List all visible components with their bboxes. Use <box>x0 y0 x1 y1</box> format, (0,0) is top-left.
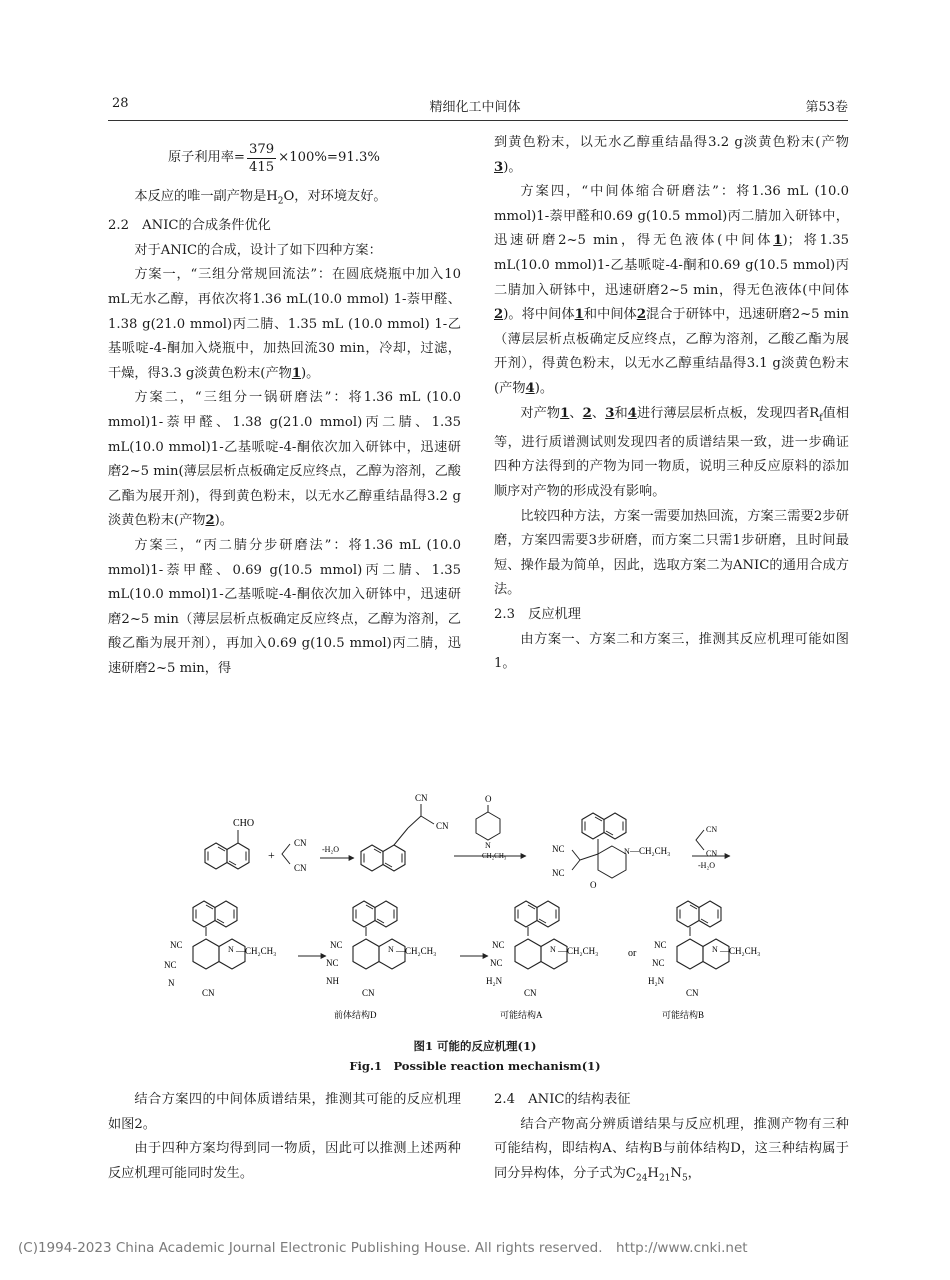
paragraph-comparison: 比较四种方法，方案一需要加热回流，方案三需要2步研磨，方案四需要3步研磨，而方案二只需1步研磨，且时间最短、操作最为简单，因此，选取方案二为ANIC的通用合成方法。 <box>494 508 849 598</box>
svg-text:CHO: CHO <box>233 818 255 829</box>
svg-text:CN: CN <box>415 793 428 803</box>
section-heading-2-2: 2.2 ANIC的合成条件优化 <box>108 218 271 234</box>
svg-text:N: N <box>550 945 556 954</box>
svg-text:NC: NC <box>492 940 505 950</box>
svg-text:CN: CN <box>436 821 449 831</box>
svg-text:O: O <box>485 794 492 804</box>
svg-text:NC: NC <box>326 958 339 968</box>
paragraph-simultaneous: 由于四种方案均得到同一物质，因此可以推测上述两种反应机理可能同时发生。 <box>108 1141 461 1181</box>
paragraph-tlc: 对产物1、2、3和4进行薄层层析点板，发现四者$R_f$值相等，进行质谱测试则发现四者的质谱结果一致，进一步确证四种方法得到的产物为同一物质，说明三种反应原料的添加顺序对产物的形成没有影响。 <box>494 405 850 499</box>
formula-result: ×100%=91.3% <box>278 149 380 165</box>
left-column-bottom <box>108 1088 461 1186</box>
michael-adduct-structure <box>552 813 670 890</box>
structure-b <box>648 901 760 1020</box>
svg-text:NC: NC <box>652 958 665 968</box>
svg-text:—CH₂CH₃: —CH₂CH₃ <box>720 946 761 956</box>
svg-text:CN: CN <box>294 863 307 873</box>
paragraph-byproduct: 本反应的唯一副产物是$H_2O$，对环境友好。 <box>134 189 387 207</box>
label-structure-b: 可能结构B <box>662 1010 705 1020</box>
section-heading-2-3: 2.3 反应机理 <box>494 606 581 622</box>
second-malononitrile-structure <box>696 825 717 858</box>
paragraph-scheme-4: 方案四，“中间体缩合研磨法”：将1.36 mL (10.0 mmol)1-萘甲醛和0.69 g(10.5 mmol)丙二腈加入研钵中，迅速研磨2~5 min，得无色液体(中间体1)；将1.35 mL(10.0 mmol)1-乙基哌啶-4-酮和0.69 g(10.5 mmol)丙二腈加入研钵中，迅速研磨2~5 min，得无色液体(中间体2)。将中间体1和中间体2混合于研钵中，迅速研磨2~5 min（薄层层析点板确定反应终点，乙醇为溶剂，乙酸乙酯为展开剂），得黄色粉末，以无水乙醇重结晶得3.1 g淡黄色粉末(产物4)。 <box>494 184 849 396</box>
arrow-step-3 <box>692 856 730 870</box>
paragraph-structure: 结合产物高分辨质谱结果与反应机理，推测产物有三种可能结构，即结构A、结构B与前体结构D，这三种结构属于同分异构体，分子式为$C_{24}H_{21}N_5$， <box>494 1116 849 1184</box>
volume-label: 第53卷 <box>805 100 848 115</box>
svg-text:N: N <box>168 978 175 988</box>
label-structure-a: 可能结构A <box>500 1010 543 1020</box>
svg-text:N: N <box>388 945 394 954</box>
svg-text:-H₂O: -H₂O <box>698 861 716 870</box>
svg-text:N: N <box>485 841 491 850</box>
formula-denominator: 415 <box>249 159 275 175</box>
paragraph-scheme4-mechanism: 结合方案四的中间体质谱结果，推测其可能的反应机理如图2。 <box>108 1092 461 1132</box>
svg-text:NC: NC <box>164 960 177 970</box>
svg-text:NC: NC <box>654 940 667 950</box>
right-column-bottom <box>494 1088 849 1191</box>
svg-text:NC: NC <box>552 868 565 878</box>
figure-caption-en: Fig.1 Possible reaction mechanism(1) <box>349 1059 601 1073</box>
left-column <box>108 131 461 682</box>
paragraph-scheme-2: 方案二，“三组分一锅研磨法”：将1.36 mL (10.0 mmol)1-萘甲醛、1.38 g(21.0 mmol)丙二腈、1.35 mL(10.0 mmol)1-乙基哌啶-4-酮依次加入研钵中，迅速研磨2~5 min(薄层层析点板确定反应终点，乙醇为溶剂，乙酸乙酯为展开剂)，得到黄色粉末，以无水乙醇重结晶得3.2 g淡黄色粉末(产物2)。 <box>108 390 461 529</box>
svg-text:CN: CN <box>706 825 718 834</box>
svg-text:—CH₂CH₃: —CH₂CH₃ <box>630 846 671 856</box>
svg-text:NC: NC <box>490 958 503 968</box>
svg-text:CH₂CH₃: CH₂CH₃ <box>482 852 507 860</box>
cyclization-intermediate-structure <box>164 901 276 998</box>
ethylpiperidinone-reagent <box>476 794 507 860</box>
formula-numerator: 379 <box>249 141 275 157</box>
copyright-footer: (C)1994-2023 China Academic Journal Electronic Publishing House. All rights reserved. http://www.cnki.net <box>18 1240 748 1256</box>
paragraph-mechanism: 由方案一、方案二和方案三，推测其反应机理可能如图1。 <box>494 631 849 672</box>
page-number: 28 <box>112 96 129 111</box>
svg-text:CN: CN <box>294 838 307 848</box>
formula-fraction <box>247 141 276 176</box>
label-precursor-d: 前体结构D <box>334 1010 377 1020</box>
svg-text:O: O <box>590 880 597 890</box>
svg-text:H₂N: H₂N <box>648 976 665 986</box>
svg-text:NC: NC <box>330 940 343 950</box>
naphthylidene-malononitrile-structure <box>361 793 449 871</box>
header-rule <box>108 120 848 121</box>
plus-sign: + <box>268 848 275 862</box>
reaction-mechanism-figure <box>108 786 848 1061</box>
journal-title: 精细化工中间体 <box>429 100 521 115</box>
atom-utilization-formula <box>108 131 461 185</box>
svg-text:—CH₂CH₃: —CH₂CH₃ <box>236 946 277 956</box>
structure-a <box>486 901 598 1020</box>
svg-text:CN: CN <box>686 988 699 998</box>
formula-label: 原子利用率= <box>168 149 245 165</box>
svg-text:H₂N: H₂N <box>486 976 503 986</box>
svg-text:—CH₂CH₃: —CH₂CH₃ <box>558 946 599 956</box>
svg-text:N: N <box>228 945 234 954</box>
right-column <box>494 131 849 677</box>
paragraph-scheme-3-cont: 到黄色粉末，以无水乙醇重结晶得3.2 g淡黄色粉末(产物3)。 <box>494 135 849 175</box>
svg-text:CN: CN <box>706 849 718 858</box>
naphthaldehyde-structure <box>205 818 254 869</box>
svg-text:—CH₂CH₃: —CH₂CH₃ <box>396 946 437 956</box>
precursor-d-structure <box>326 901 436 1020</box>
malononitrile-structure <box>282 838 307 873</box>
svg-text:N: N <box>624 847 630 856</box>
svg-text:NC: NC <box>552 844 565 854</box>
section-heading-2-4: 2.4 ANIC的结构表征 <box>494 1092 631 1107</box>
svg-text:NH: NH <box>326 976 339 986</box>
paragraph-scheme-3: 方案三，“丙二腈分步研磨法”：将1.36 mL (10.0 mmol)1-萘甲醛、0.69 g(10.5 mmol)丙二腈、1.35 mL(10.0 mmol)1-乙基哌啶-4-酮依次加入研钵中，迅速研磨2~5 min（薄层层析点板确定反应终点，乙醇为溶剂，乙酸乙酯为展开剂），再加入0.69 g(10.5 mmol)丙二腈，迅速研磨2~5 min，得 <box>108 537 461 676</box>
svg-text:-H₂O: -H₂O <box>322 845 340 854</box>
svg-text:CN: CN <box>362 988 375 998</box>
arrow-step-1 <box>320 845 354 858</box>
paragraph-scheme-1: 方案一，“三组分常规回流法”：在圆底烧瓶中加入10 mL无水乙醇，再依次将1.36 mL(10.0 mmol) 1-萘甲醛、1.38 g(21.0 mmol)丙二腈、1.35 mL (10.0 mmol) 1-乙基哌啶-4-酮加入烧瓶中，加热回流30 min，冷却，过滤，干燥，得3.3 g淡黄色粉末(产物1)。 <box>108 267 461 381</box>
svg-text:NC: NC <box>170 940 183 950</box>
svg-text:CN: CN <box>524 988 537 998</box>
paragraph-intro: 对于ANIC的合成，设计了如下四种方案： <box>134 242 382 258</box>
svg-text:CN: CN <box>202 988 215 998</box>
or-label: or <box>628 948 637 959</box>
svg-text:N: N <box>712 945 718 954</box>
figure-caption-cn: 图1 可能的反应机理(1) <box>413 1039 537 1053</box>
